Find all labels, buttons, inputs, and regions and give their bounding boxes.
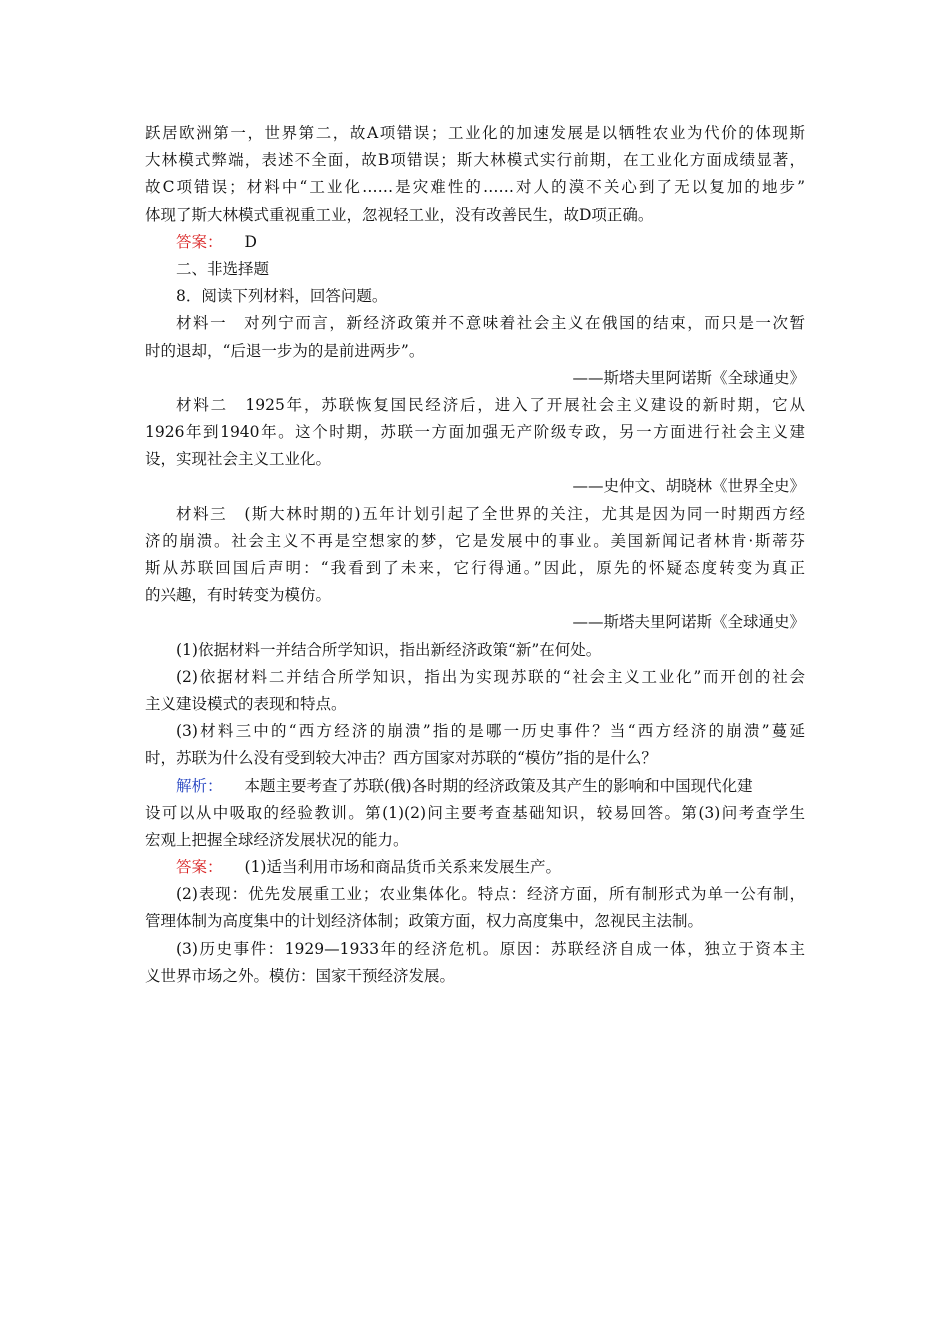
question-3: (3)材料三中的“西方经济的崩溃”指的是哪一历史事件？当“西方经济的崩溃”蔓延 bbox=[176, 722, 805, 741]
material-2-line: 1926年到1940年。这个时期，苏联一方面加强无产阶级专政，另一方面进行社会主义建 bbox=[145, 423, 805, 442]
answer-line: (2)表现：优先发展重工业；农业集体化。特点：经济方面，所有制形式为单一公有制， bbox=[176, 885, 805, 904]
section-title: 二、非选择题 bbox=[176, 259, 270, 278]
analysis-label: 解析： bbox=[176, 776, 223, 795]
material-3-source: ——斯塔夫里阿诺斯《全球通史》 bbox=[572, 613, 805, 632]
material-3-line: 材料三 (斯大林时期的)五年计划引起了全世界的关注，尤其是因为同一时期西方经 bbox=[176, 504, 805, 523]
answer-8 bbox=[145, 854, 805, 881]
analysis-text: 本题主要考查了苏联(俄)各时期的经济政策及其产生的影响和中国现代化建 bbox=[244, 776, 753, 795]
analysis-line: 设可以从中吸取的经验教训。第(1)(2)问主要考查基础知识，较易回答。第(3)问考查学生 bbox=[145, 803, 805, 822]
text-line: 故C项错误；材料中“工业化……是灾难性的……对人的漠不关心到了无以复加的地步” bbox=[145, 178, 805, 197]
text-line: 体现了斯大林模式重视重工业，忽视轻工业，没有改善民生，故D项正确。 bbox=[145, 205, 654, 224]
material-3-line: 的兴趣，有时转变为模仿。 bbox=[145, 586, 332, 605]
answer-7 bbox=[145, 229, 805, 256]
question-8-title: 8．阅读下列材料，回答问题。 bbox=[176, 287, 388, 306]
analysis-line: 宏观上把握全球经济发展状况的能力。 bbox=[145, 830, 409, 849]
material-2-line: 设，实现社会主义工业化。 bbox=[145, 450, 332, 469]
material-2-source: ——史仲文、胡晓林《世界全史》 bbox=[572, 477, 805, 496]
question-2-cont: 主义建设模式的表现和特点。 bbox=[145, 694, 347, 713]
question-3-cont: 时，苏联为什么没有受到较大冲击？西方国家对苏联的“模仿”指的是什么？ bbox=[145, 749, 657, 768]
answer-line: 管理体制为高度集中的计划经济体制；政策方面，权力高度集中，忽视民主法制。 bbox=[145, 912, 704, 931]
answer-text: (1)适当利用市场和商品货币关系来发展生产。 bbox=[244, 858, 561, 877]
answer-label: 答案： bbox=[176, 858, 223, 877]
answer-label: 答案： bbox=[176, 232, 223, 251]
answer-line: (3)历史事件：1929—1933年的经济危机。原因：苏联经济自成一体，独立于资本主 bbox=[176, 939, 805, 958]
answer-value: D bbox=[244, 232, 257, 251]
material-1-source: ——斯塔夫里阿诺斯《全球通史》 bbox=[572, 368, 805, 387]
answer-line: 义世界市场之外。模仿：国家干预经济发展。 bbox=[145, 966, 456, 985]
text-line: 跃居欧洲第一，世界第二，故A项错误；工业化的加速发展是以牺牲农业为代价的体现斯 bbox=[145, 124, 805, 142]
question-1: (1)依据材料一并结合所学知识，指出新经济政策“新”在何处。 bbox=[176, 640, 602, 659]
material-1-line: 材料一 对列宁而言，新经济政策并不意味着社会主义在俄国的结束，而只是一次暂 bbox=[176, 314, 805, 333]
analysis-line bbox=[145, 773, 805, 800]
material-2-line: 材料二 1925年，苏联恢复国民经济后，进入了开展社会主义建设的新时期，它从 bbox=[176, 395, 805, 414]
document-body bbox=[145, 120, 805, 990]
question-2: (2)依据材料二并结合所学知识，指出为实现苏联的“社会主义工业化”而开创的社会 bbox=[176, 667, 805, 686]
material-1-line: 时的退却，“后退一步为的是前进两步”。 bbox=[145, 341, 425, 360]
material-3-line: 济的崩溃。社会主义不再是空想家的梦，它是发展中的事业。美国新闻记者林肯·斯蒂芬 bbox=[145, 531, 805, 550]
text-line: 大林模式弊端，表述不全面，故B项错误；斯大林模式实行前期，在工业化方面成绩显著， bbox=[145, 151, 805, 170]
material-3-line: 斯从苏联回国后声明：“我看到了未来，它行得通。”因此，原先的怀疑态度转变为真正 bbox=[145, 559, 805, 577]
